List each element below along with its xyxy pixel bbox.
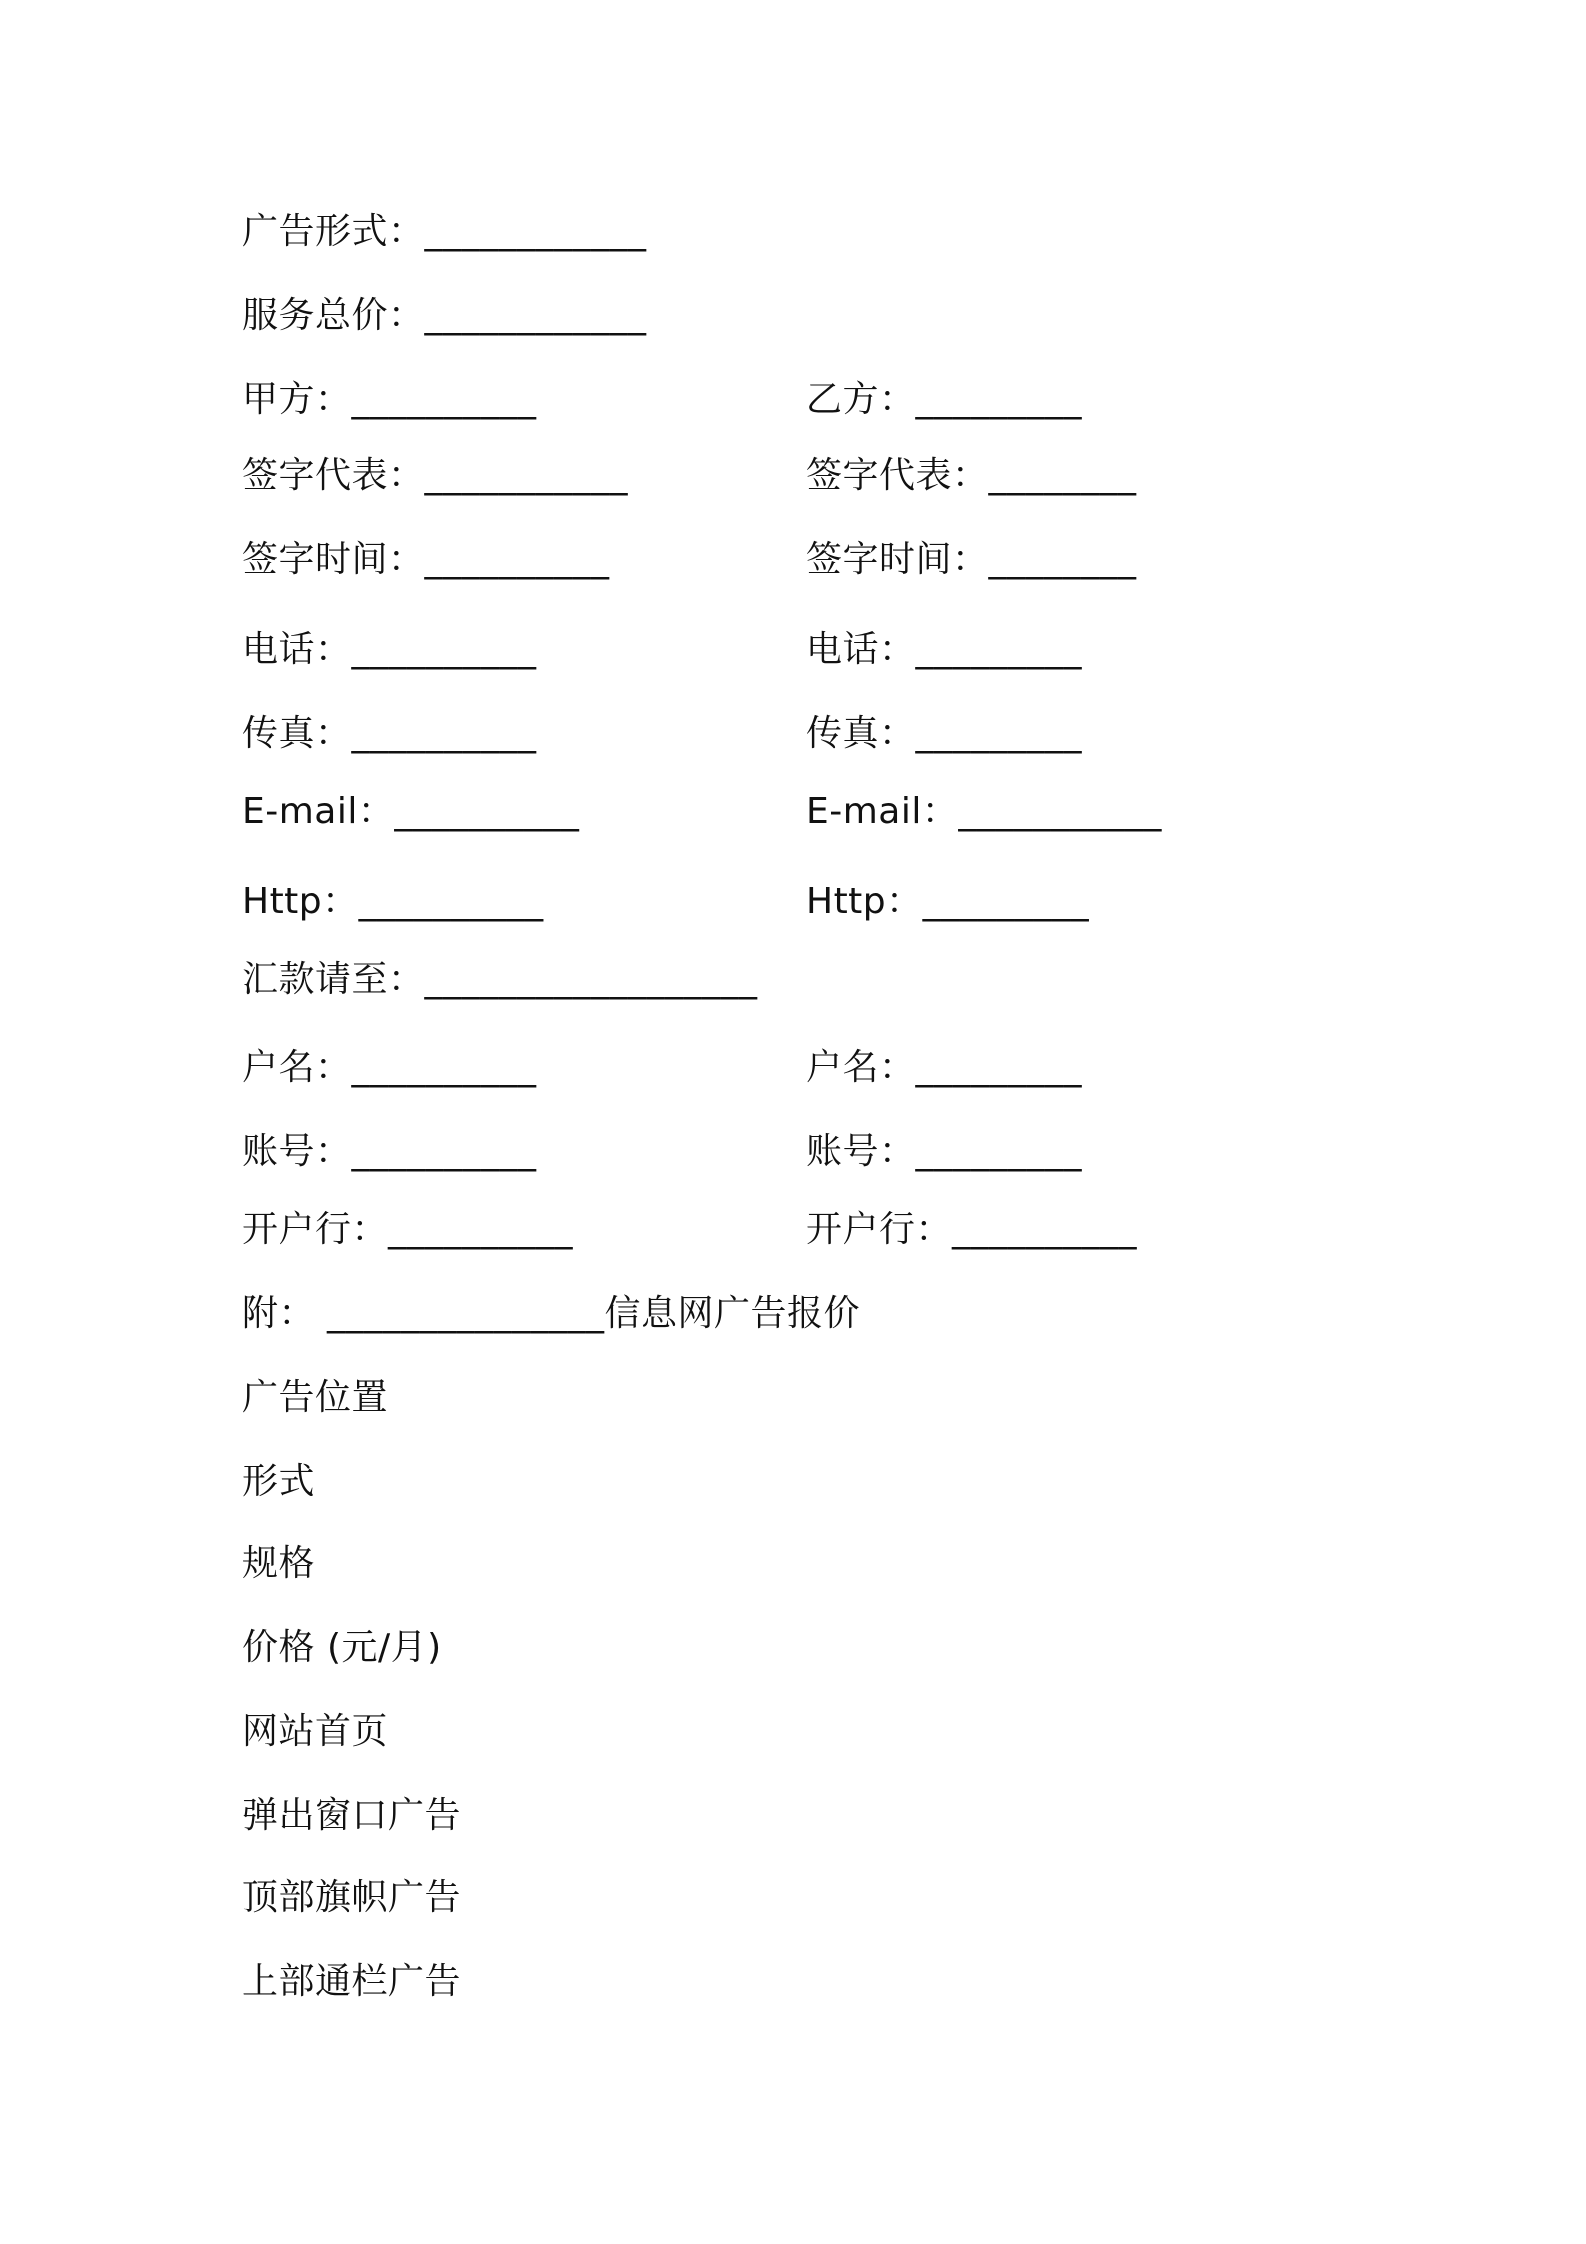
party-a-fax-field: 传真：__________ — [242, 713, 537, 754]
remit-to-field: 汇款请至：__________________ — [242, 959, 758, 1000]
party-b-phone-field: 电话：_________ — [806, 629, 1083, 670]
party-b-account-name-field: 户名：_________ — [806, 1047, 1083, 1088]
price-table-line: 规格 — [242, 1543, 316, 1584]
party-b-email-field: E-mail：___________ — [806, 791, 1162, 832]
price-table-line: 价格 (元/月) — [242, 1627, 442, 1668]
party-a-email-field: E-mail：__________ — [242, 791, 580, 832]
price-table-line: 形式 — [242, 1461, 316, 1502]
ad-form-field: 广告形式：____________ — [242, 211, 647, 252]
party-a-bank-field: 开户行：__________ — [242, 1209, 574, 1250]
party-a-signatory-field: 签字代表：___________ — [242, 455, 629, 496]
party-b-fax-field: 传真：_________ — [806, 713, 1083, 754]
party-b-signatory-field: 签字代表：________ — [806, 455, 1137, 496]
total-price-field: 服务总价：____________ — [242, 295, 647, 336]
party-b-account-no-field: 账号：_________ — [806, 1131, 1083, 1172]
party-a-http-field: Http：__________ — [242, 881, 544, 922]
party-b-name-field: 乙方：_________ — [806, 379, 1083, 420]
party-a-account-no-field: 账号：__________ — [242, 1131, 537, 1172]
party-b-bank-field: 开户行：__________ — [806, 1209, 1138, 1250]
party-a-account-name-field: 户名：__________ — [242, 1047, 537, 1088]
price-table-line: 顶部旗帜广告 — [242, 1877, 462, 1918]
price-table-line: 上部通栏广告 — [242, 1961, 462, 2002]
party-a-sign-time-field: 签字时间：__________ — [242, 539, 610, 580]
appendix-line: 附： _______________信息网广告报价 — [242, 1293, 860, 1334]
party-b-sign-time-field: 签字时间：________ — [806, 539, 1137, 580]
price-table-line: 弹出窗口广告 — [242, 1795, 462, 1836]
party-a-name-field: 甲方：__________ — [242, 379, 537, 420]
party-b-http-field: Http：_________ — [806, 881, 1090, 922]
party-a-phone-field: 电话：__________ — [242, 629, 537, 670]
price-table-line: 广告位置 — [242, 1377, 389, 1418]
price-table-line: 网站首页 — [242, 1711, 389, 1752]
